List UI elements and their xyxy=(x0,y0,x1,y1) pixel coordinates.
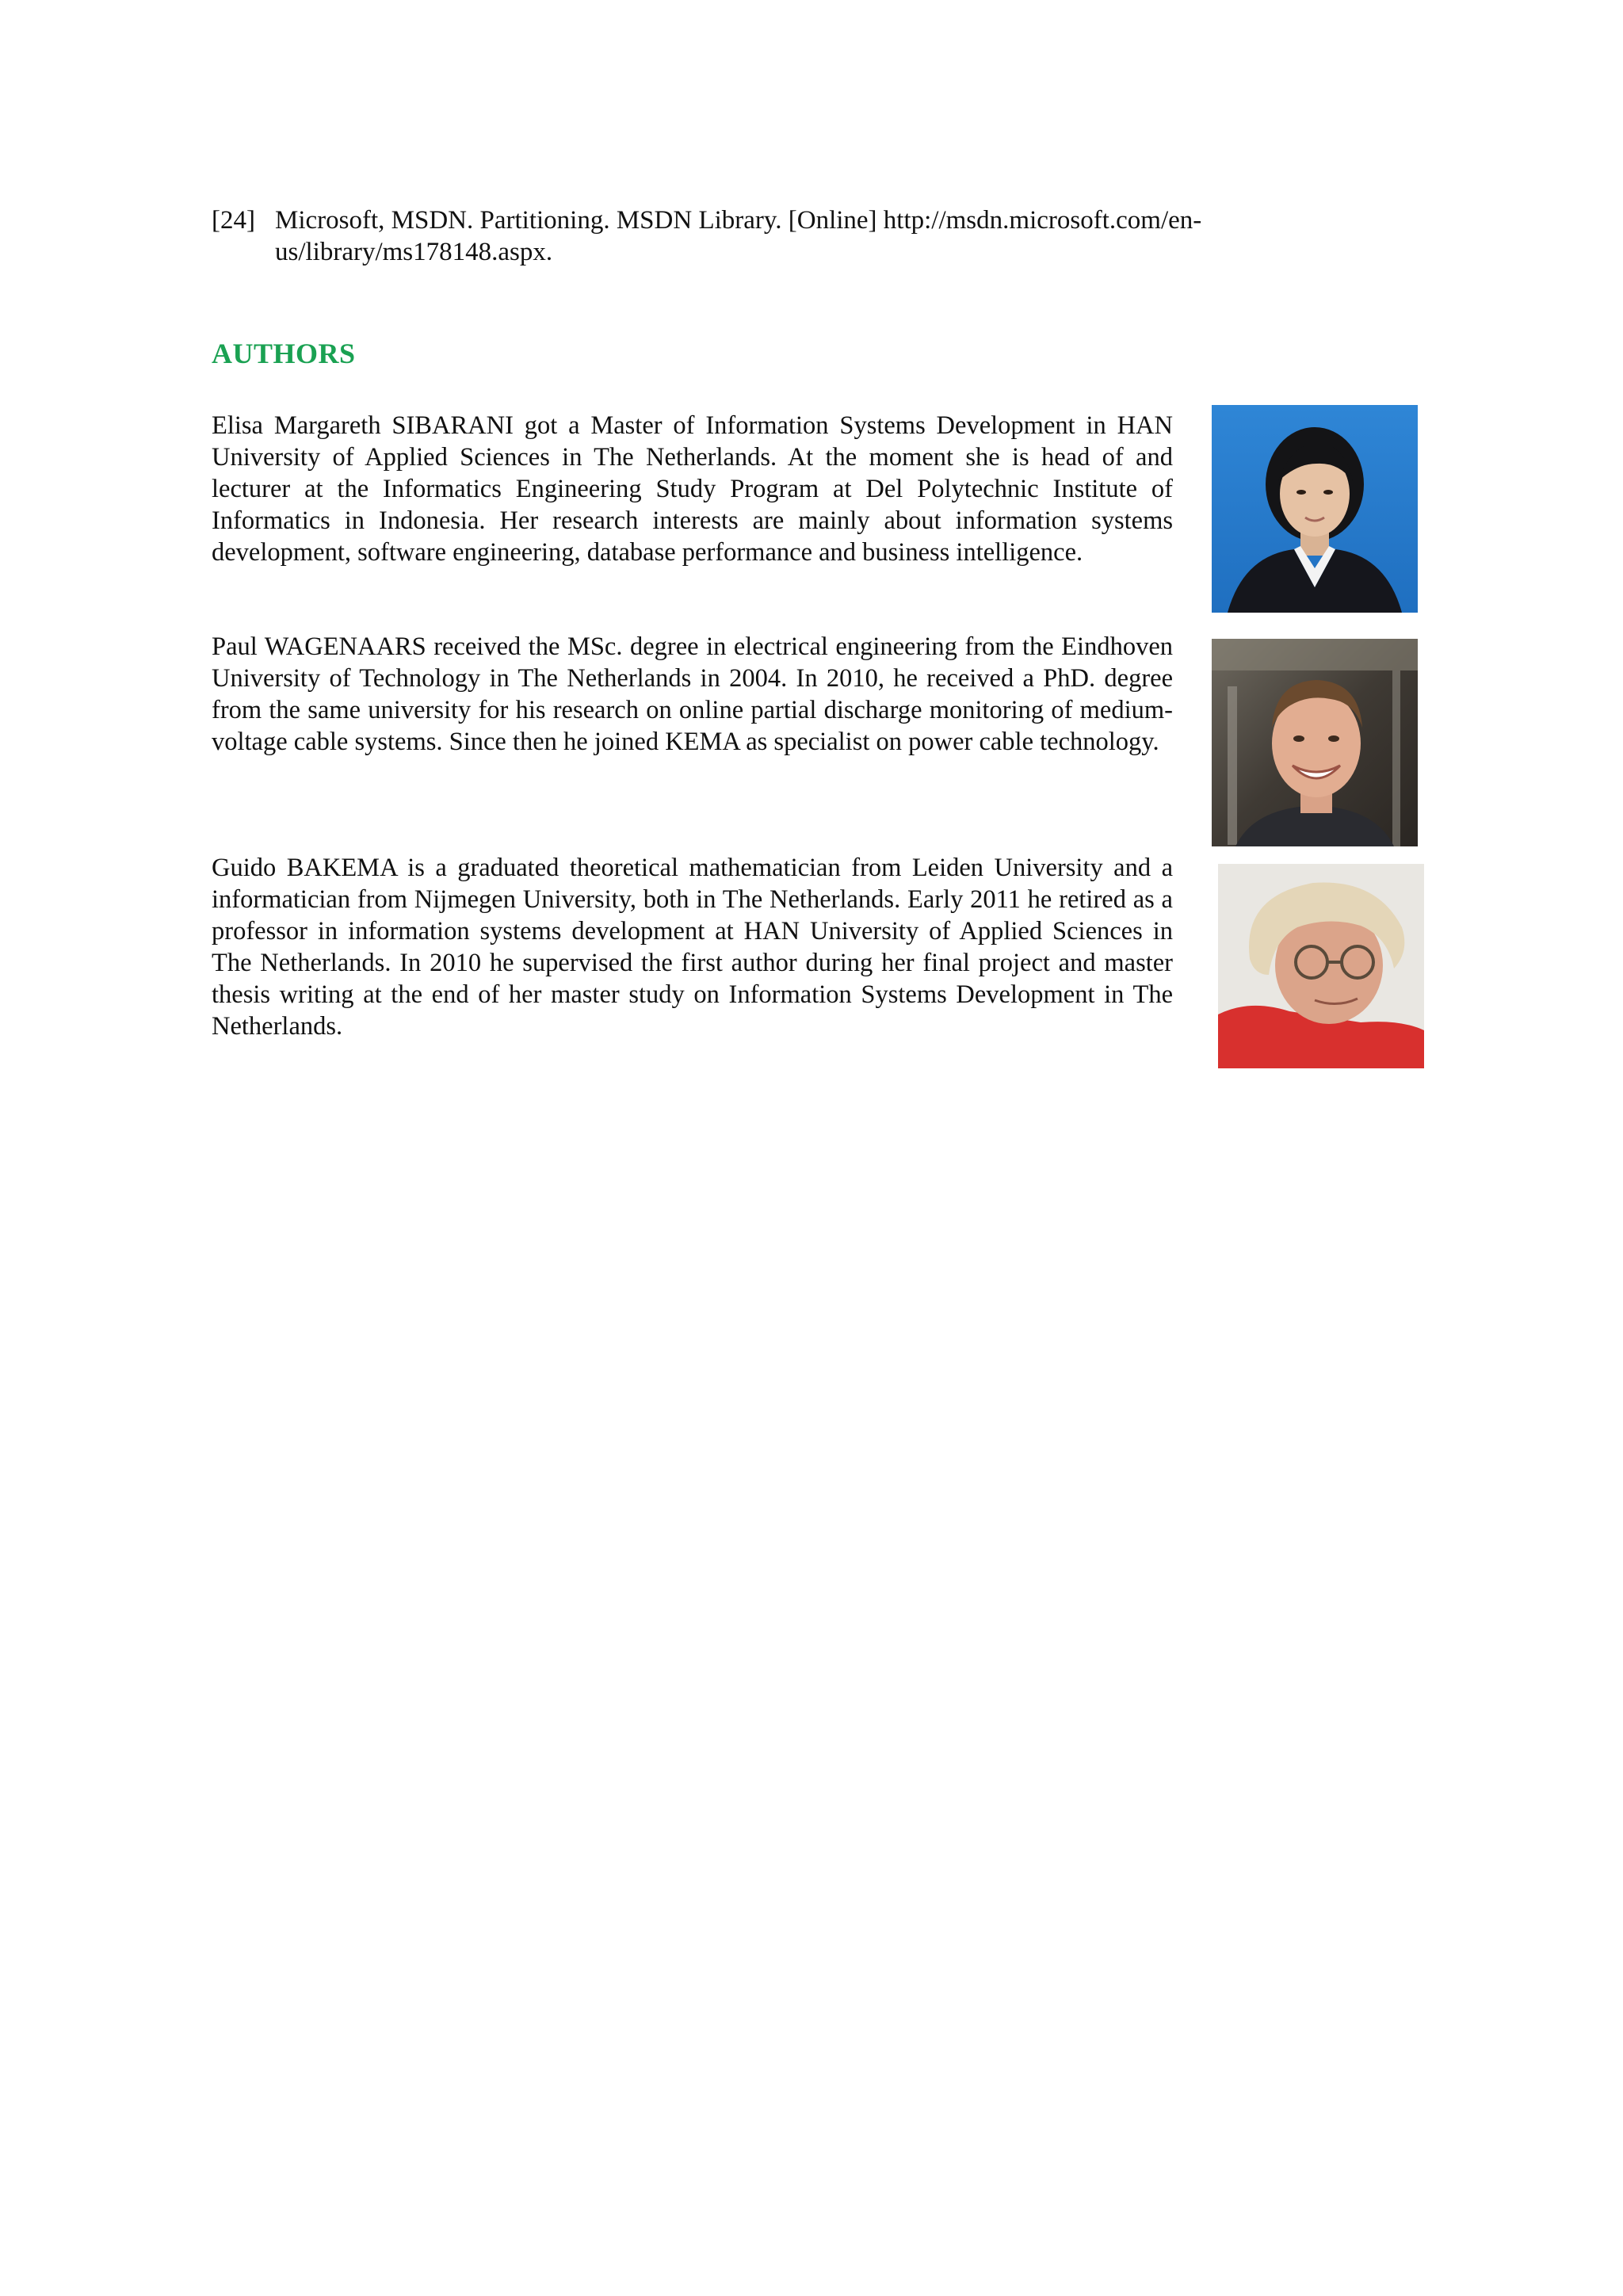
reference-number: [24] xyxy=(212,206,255,235)
author-photo-wagenaars xyxy=(1212,639,1418,846)
author-bio-wagenaars: Paul WAGENAARS received the MSc. degree in electrical engineering from the Eindhoven University of Technology in The Netherlands in 2004. In 2010, he received a PhD. degree from the same university for his research on online partial discharge monitoring of medium-voltage cable systems. Since then he joined KEMA as specialist on power cable technology. xyxy=(212,632,1173,756)
reference-text: Microsoft, MSDN. Partitioning. MSDN Library. [Online] http://msdn.microsoft.com/en-us/library/ms178148.aspx. xyxy=(275,206,1202,266)
section-heading-authors: AUTHORS xyxy=(212,338,356,369)
author-bio-sibarani: Elisa Margareth SIBARANI got a Master of Information Systems Development in HAN University of Applied Sciences in The Netherlands. At the moment she is head of and lecturer at the Informatics Engineering Study Program at Del Polytechnic Institute of Informatics in Indonesia. Her research interests are mainly about information systems development, software engineering, database performance and business intelligence. xyxy=(212,411,1173,567)
author-photo-bakema xyxy=(1218,864,1424,1068)
author-bio-bakema: Guido BAKEMA is a graduated theoretical mathematician from Leiden University and a informatician from Nijmegen University, both in The Netherlands. Early 2011 he retired as a professor in information systems development at HAN University of Applied Sciences in The Netherlands. In 2010 he supervised the first author during her final project and master thesis writing at the end of her master study on Information Systems Development in The Netherlands. xyxy=(212,854,1173,1041)
author-photo-sibarani xyxy=(1212,405,1418,613)
reference-entry xyxy=(212,204,1266,268)
